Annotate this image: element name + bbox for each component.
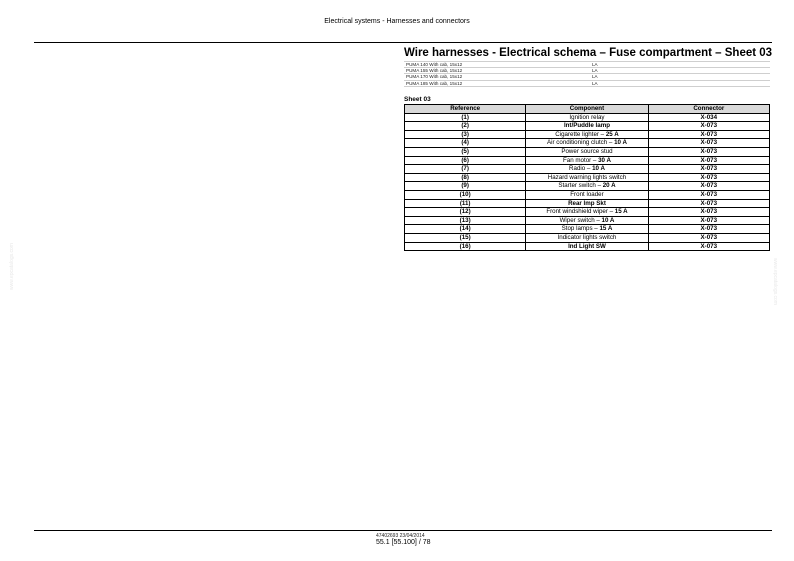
component-name: Front windshield wiper –: [546, 208, 615, 216]
connector-cell: X-073: [648, 182, 769, 191]
table-row: [405, 216, 770, 225]
column-header-component: Component: [526, 105, 648, 114]
connector-cell: X-073: [648, 225, 769, 234]
connector-cell: X-073: [648, 216, 769, 225]
component-cell: [526, 139, 648, 148]
connector-cell: X-073: [648, 242, 769, 251]
reference-cell: (10): [405, 190, 526, 199]
watermark-left: www.epcatalogs.com: [9, 243, 15, 290]
fuse-rating: 15 A: [614, 208, 628, 216]
model-name: PUMA 185 With cab, 15x12: [404, 80, 590, 86]
fuse-rating: 25 A: [605, 130, 619, 138]
section-title: Wire harnesses - Electrical schema – Fuse compartment – Sheet 03: [404, 47, 773, 59]
table-row: [405, 122, 770, 131]
component-cell: [526, 182, 648, 191]
component-name: Fan motor –: [563, 156, 599, 164]
connector-cell: X-073: [648, 199, 769, 208]
connector-cell: X-034: [648, 113, 769, 122]
fuse-rating: 15 A: [599, 225, 613, 233]
connector-cell: X-073: [648, 233, 769, 242]
component-cell: [526, 130, 648, 139]
fuse-rating: 30 A: [598, 156, 611, 164]
reference-cell: (6): [405, 156, 526, 165]
component-name: Front loader: [570, 190, 604, 198]
component-cell: [526, 190, 648, 199]
component-name: Hazard warning lights switch: [547, 173, 627, 181]
component-name: Wiper switch –: [559, 216, 602, 224]
table-row: [405, 199, 770, 208]
reference-cell: (11): [405, 199, 526, 208]
fuse-rating: 10 A: [614, 139, 627, 147]
component-cell: [526, 156, 648, 165]
connector-cell: X-073: [648, 130, 769, 139]
reference-cell: (8): [405, 173, 526, 182]
connector-cell: X-073: [648, 190, 769, 199]
model-name: PUMA 155 With cab, 15x12: [404, 68, 590, 74]
component-cell: [526, 165, 648, 174]
table-row: [405, 139, 770, 148]
fuse-rating: 10 A: [601, 216, 615, 224]
model-name: PUMA 170 With cab, 15x12: [404, 74, 590, 80]
fuse-rating: 10 A: [592, 165, 605, 173]
connector-cell: X-073: [648, 147, 769, 156]
component-name: Ind Light SW: [568, 242, 606, 250]
component-name: Ignition relay: [569, 113, 605, 121]
reference-cell: (3): [405, 130, 526, 139]
table-row: [405, 208, 770, 217]
model-region: LA: [590, 80, 770, 86]
reference-cell: (12): [405, 208, 526, 217]
column-header-connector: Connector: [648, 105, 769, 114]
component-cell: [526, 122, 648, 131]
component-cell: [526, 242, 648, 251]
component-table: [404, 104, 770, 251]
reference-cell: (4): [405, 139, 526, 148]
header-rule: [34, 42, 772, 43]
document-number: 47402693 23/04/2014: [376, 533, 425, 539]
table-row: [405, 233, 770, 242]
component-name: Stop lamps –: [561, 225, 600, 233]
table-row: [405, 165, 770, 174]
component-cell: [526, 225, 648, 234]
model-name: PUMA 140 With cab, 15x12: [404, 62, 590, 68]
table-row: [405, 190, 770, 199]
component-name: Indicator lights switch: [557, 233, 617, 241]
reference-cell: (5): [405, 147, 526, 156]
page-number: 55.1 [55.100] / 78: [376, 539, 431, 546]
reference-cell: (14): [405, 225, 526, 234]
connector-cell: X-073: [648, 165, 769, 174]
component-cell: [526, 208, 648, 217]
model-region: LA: [590, 68, 770, 74]
component-cell: [526, 199, 648, 208]
reference-cell: (13): [405, 216, 526, 225]
reference-cell: (7): [405, 165, 526, 174]
component-name: Radio –: [569, 165, 593, 173]
connector-cell: X-073: [648, 208, 769, 217]
running-header: Electrical systems - Harnesses and connectors: [324, 18, 470, 25]
reference-cell: (16): [405, 242, 526, 251]
component-cell: [526, 113, 648, 122]
watermark-right: www.epcatalogs.com: [772, 258, 778, 305]
table-row: [405, 147, 770, 156]
component-name: Rear lmp Skt: [568, 199, 606, 207]
component-name: Int/Puddle lamp: [563, 122, 611, 130]
table-row: [405, 173, 770, 182]
fuse-rating: 20 A: [602, 182, 616, 190]
footer-rule: [34, 530, 772, 531]
reference-cell: (1): [405, 113, 526, 122]
model-region: LA: [590, 74, 770, 80]
model-row: [404, 80, 770, 86]
reference-cell: (2): [405, 122, 526, 131]
component-cell: [526, 233, 648, 242]
component-name: Starter switch –: [558, 182, 603, 190]
connector-cell: X-073: [648, 122, 769, 131]
reference-cell: (9): [405, 182, 526, 191]
component-name: Power source stud: [561, 147, 613, 155]
component-cell: [526, 173, 648, 182]
table-row: [405, 182, 770, 191]
connector-cell: X-073: [648, 173, 769, 182]
column-header-reference: Reference: [405, 105, 526, 114]
component-name: Cigarette lighter –: [555, 130, 606, 138]
model-applicability-table: [404, 61, 770, 87]
component-cell: [526, 147, 648, 156]
connector-cell: X-073: [648, 139, 769, 148]
table-row: [405, 130, 770, 139]
model-region: LA: [590, 62, 770, 68]
sheet-label: Sheet 03: [404, 96, 431, 103]
table-header-row: [405, 105, 770, 114]
table-row: [405, 225, 770, 234]
table-row: [405, 156, 770, 165]
table-row: [405, 242, 770, 251]
reference-cell: (15): [405, 233, 526, 242]
component-cell: [526, 216, 648, 225]
component-name: Air conditioning clutch –: [547, 139, 615, 147]
connector-cell: X-073: [648, 156, 769, 165]
table-row: [405, 113, 770, 122]
